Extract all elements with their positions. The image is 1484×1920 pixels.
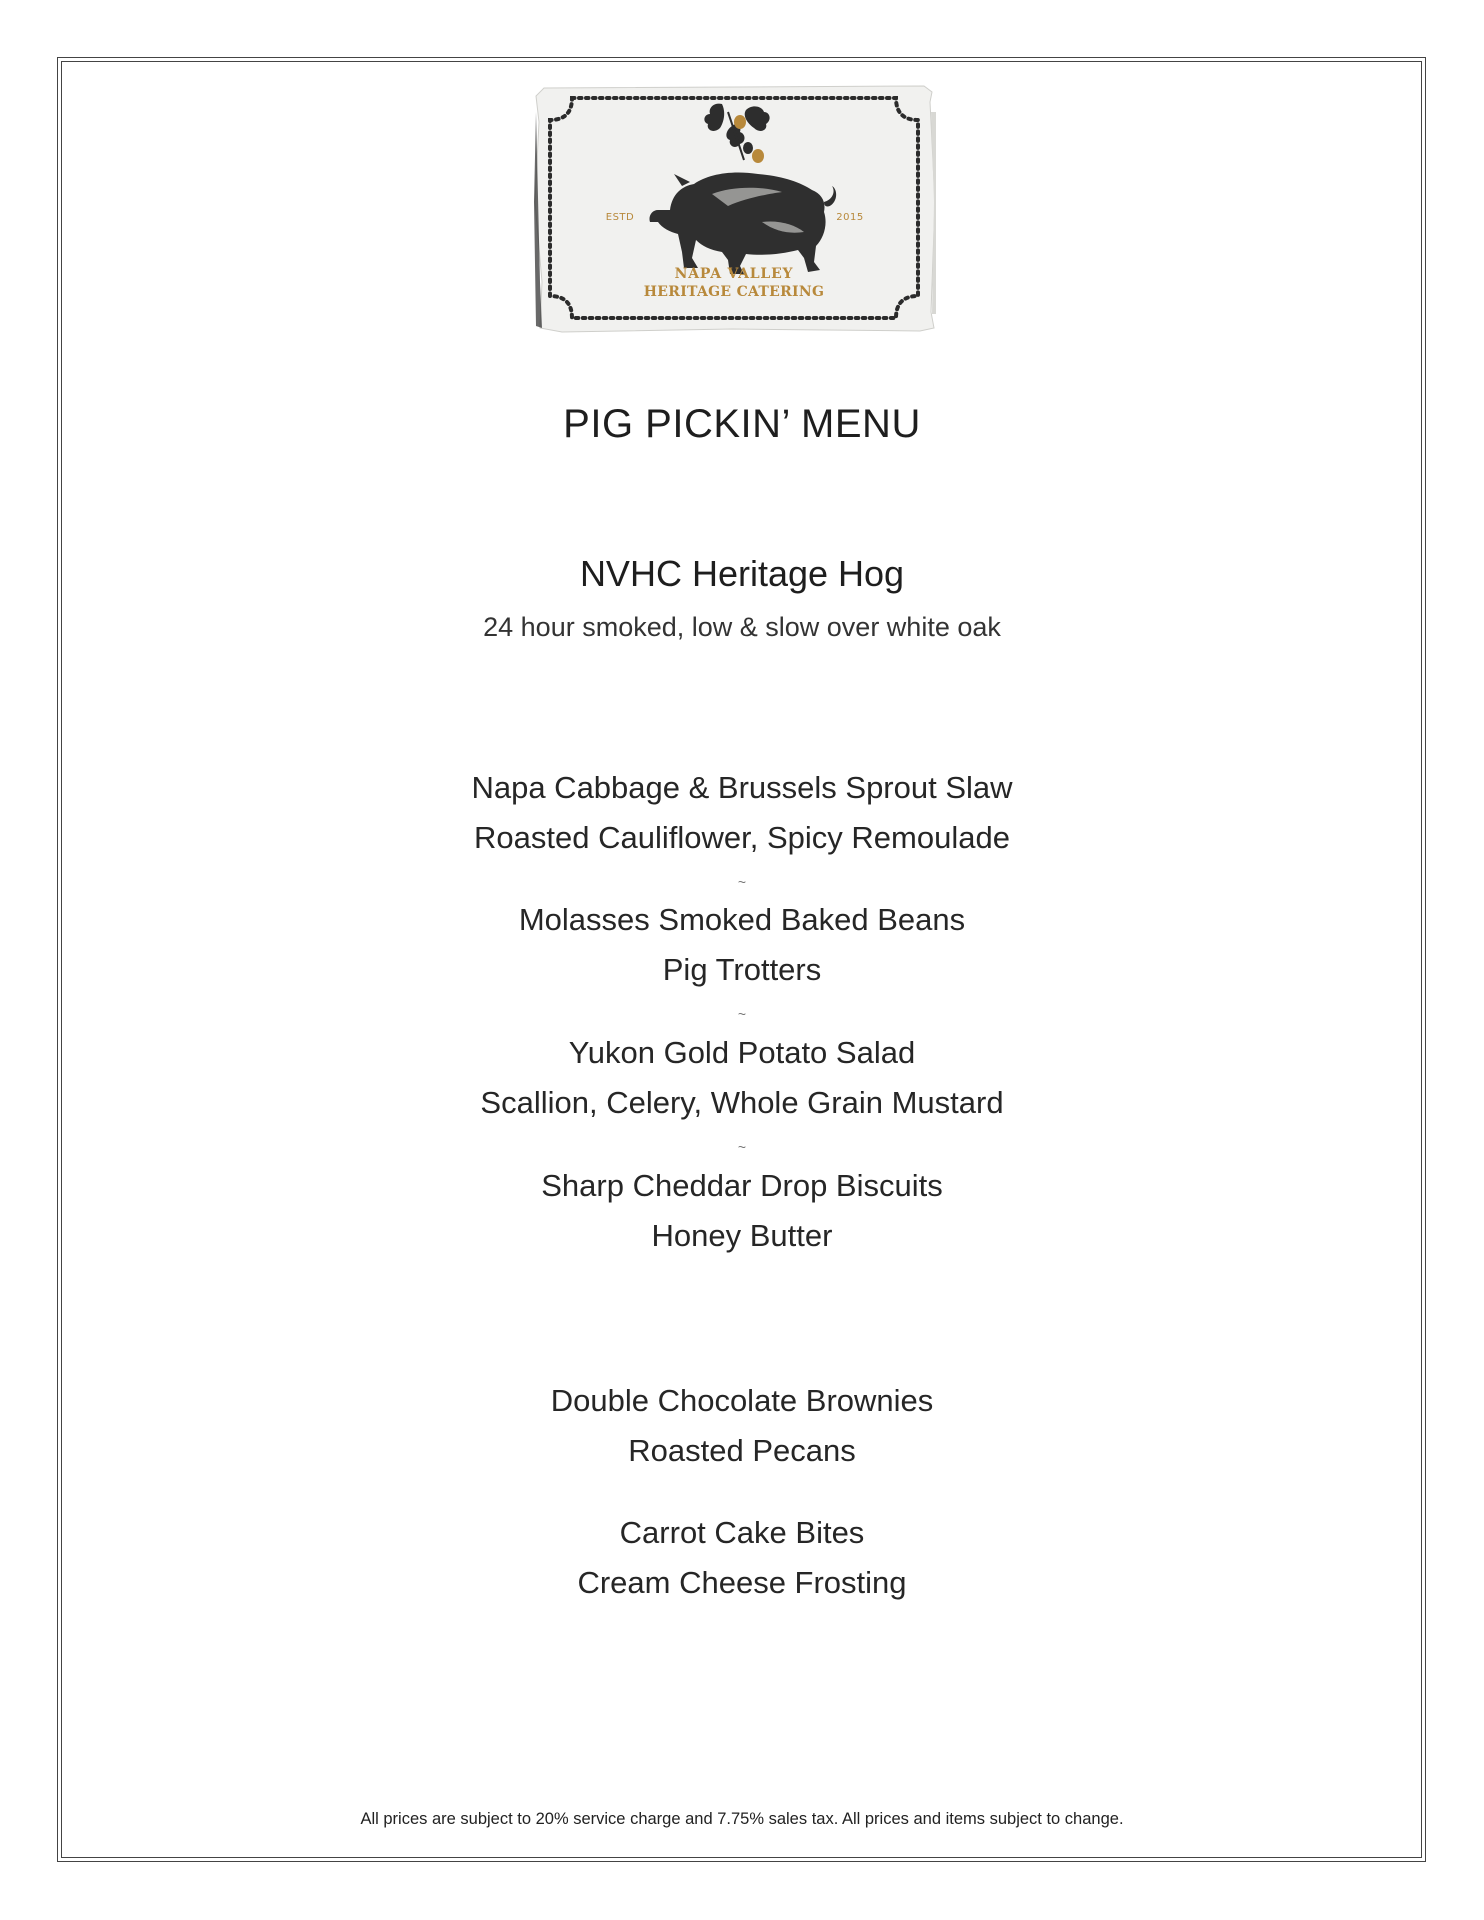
separator-tilde: ~ xyxy=(737,1006,747,1022)
logo-year-label: 2015 xyxy=(836,212,864,223)
main-dish-description: 24 hour smoked, low & slow over white oak xyxy=(483,612,1001,642)
side-item: Pig Trotters xyxy=(662,952,822,987)
pricing-footnote: All prices are subject to 20% service charge and 7.75% sales tax. All prices and items subject to change. xyxy=(360,1810,1124,1828)
dessert-item: Double Chocolate Brownies xyxy=(550,1383,934,1418)
menu-title: PIG PICKIN’ MENU xyxy=(563,402,921,446)
logo-name-line1: NAPA VALLEY xyxy=(674,266,794,282)
company-logo xyxy=(532,82,936,334)
separator-tilde: ~ xyxy=(737,1139,747,1155)
side-item: Scallion, Celery, Whole Grain Mustard xyxy=(480,1085,1004,1120)
side-item: Sharp Cheddar Drop Biscuits xyxy=(541,1168,943,1203)
logo-estd-label: ESTD xyxy=(605,212,635,223)
side-item: Yukon Gold Potato Salad xyxy=(568,1035,916,1070)
logo-name-line2: HERITAGE CATERING xyxy=(643,284,825,300)
side-item: Honey Butter xyxy=(651,1218,833,1253)
separator-tilde: ~ xyxy=(737,874,747,890)
side-item: Napa Cabbage & Brussels Sprout Slaw xyxy=(471,770,1013,805)
dessert-item: Roasted Pecans xyxy=(628,1433,856,1468)
side-item: Roasted Cauliflower, Spicy Remoulade xyxy=(474,820,1010,855)
dessert-item: Carrot Cake Bites xyxy=(619,1515,865,1550)
side-item: Molasses Smoked Baked Beans xyxy=(518,902,966,937)
dessert-item: Cream Cheese Frosting xyxy=(577,1565,907,1600)
main-dish-name: NVHC Heritage Hog xyxy=(579,553,905,594)
